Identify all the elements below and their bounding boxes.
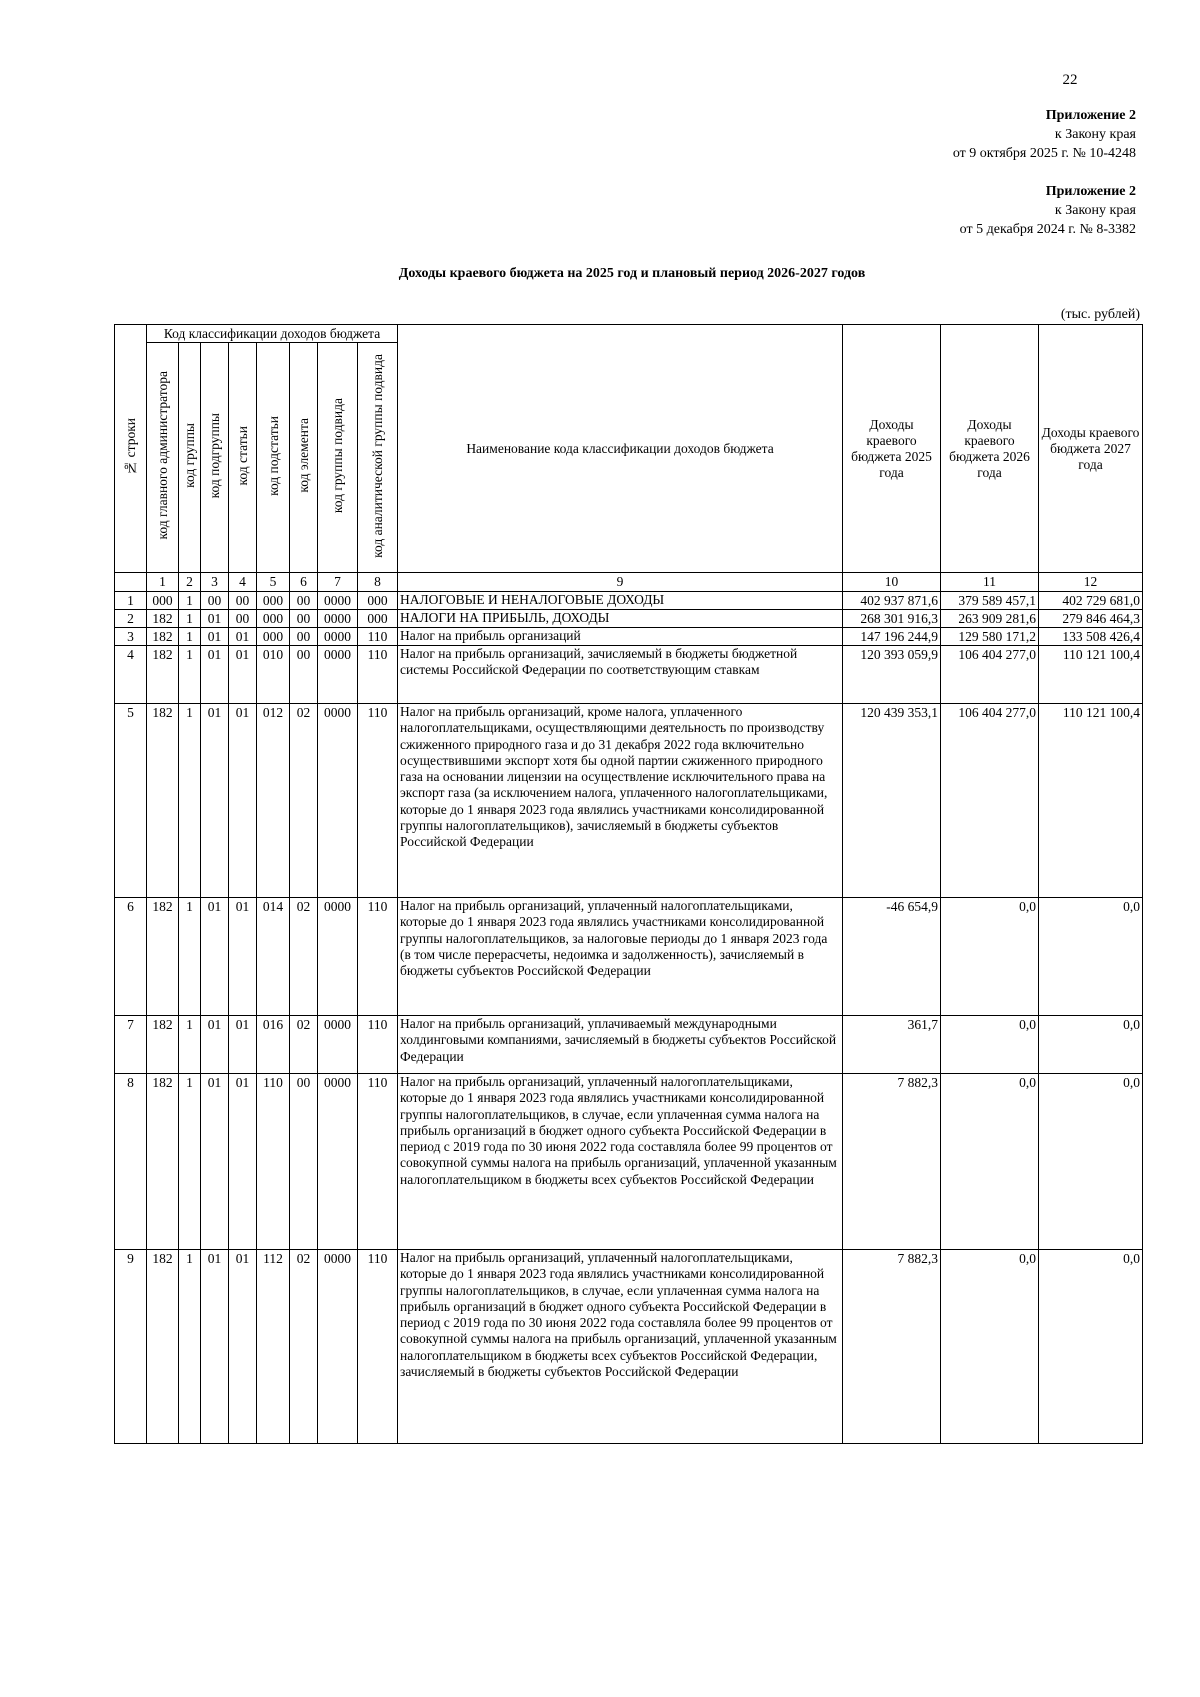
row-number: 6 xyxy=(115,898,147,1016)
code-cell: 00 xyxy=(290,592,318,610)
value-2027: 0,0 xyxy=(1039,898,1143,1016)
code-cell: 00 xyxy=(201,592,229,610)
approval-line: к Закону края xyxy=(1054,203,1136,218)
income-name: Налог на прибыль организаций, кроме налога, уплаченного налогоплательщиками, осуществляющими деятельность по производству сжиженного природного газа и до 31 декабря 2022 года включительно осуществившими экспорт хотя бы одной партии сжиженного природного газа на основании лицензии на осуществление исключительного права на экспорт газа (за исключением налога, уплаченного налогоплательщиками, которые до 1 января 2023 года являлись участниками консолидированной группы налогоплательщиков), зачисляемый в бюджеты субъектов Российской Федерации xyxy=(398,704,843,898)
code-cell: 1 xyxy=(179,1074,201,1250)
code-cell: 182 xyxy=(147,1016,179,1074)
approval-title: Приложение 2 xyxy=(1045,184,1136,199)
approval-current xyxy=(953,106,1136,163)
code-cell: 110 xyxy=(358,628,398,646)
value-2026: 0,0 xyxy=(941,1250,1039,1444)
header-code-article: код статьи xyxy=(229,343,257,573)
row-number: 9 xyxy=(115,1250,147,1444)
code-cell: 1 xyxy=(179,628,201,646)
value-2025: 147 196 244,9 xyxy=(843,628,941,646)
column-number: 2 xyxy=(179,573,201,592)
code-cell: 01 xyxy=(229,1016,257,1074)
page-number: 22 xyxy=(1062,72,1078,88)
table-row xyxy=(115,1074,1143,1250)
code-cell: 00 xyxy=(290,628,318,646)
code-cell: 000 xyxy=(358,610,398,628)
code-cell: 1 xyxy=(179,1250,201,1444)
header-2026: Доходы краевого бюджета 2026 года xyxy=(941,325,1039,573)
column-number: 3 xyxy=(201,573,229,592)
approvals-block xyxy=(953,106,1136,258)
code-cell: 1 xyxy=(179,646,201,704)
code-cell: 110 xyxy=(358,1250,398,1444)
code-cell: 0000 xyxy=(318,646,358,704)
code-cell: 0000 xyxy=(318,1016,358,1074)
value-2025: 402 937 871,6 xyxy=(843,592,941,610)
income-name: НАЛОГИ НА ПРИБЫЛЬ, ДОХОДЫ xyxy=(398,610,843,628)
code-cell: 01 xyxy=(229,646,257,704)
code-cell: 02 xyxy=(290,1016,318,1074)
code-cell: 182 xyxy=(147,628,179,646)
value-2025: 120 439 353,1 xyxy=(843,704,941,898)
row-number: 5 xyxy=(115,704,147,898)
code-cell: 1 xyxy=(179,704,201,898)
code-cell: 00 xyxy=(290,1074,318,1250)
code-cell: 01 xyxy=(229,898,257,1016)
header-code-analytic-group: код аналитической группы подвида xyxy=(358,343,398,573)
code-cell: 0000 xyxy=(318,1074,358,1250)
code-cell: 0000 xyxy=(318,592,358,610)
value-2027: 0,0 xyxy=(1039,1074,1143,1250)
value-2027: 279 846 464,3 xyxy=(1039,610,1143,628)
code-cell: 0000 xyxy=(318,610,358,628)
header-code-subtype-group: код группы подвида xyxy=(318,343,358,573)
code-cell: 00 xyxy=(229,610,257,628)
value-2026: 0,0 xyxy=(941,1016,1039,1074)
income-name: Налог на прибыль организаций, уплаченный налогоплательщиками, которые до 1 января 2023 года являлись участниками консолидированной группы налогоплательщиков, за налоговые периоды до 1 января 2023 года (в том числе перерасчеты, недоимка и задолженность), зачисляемый в бюджеты субъектов Российской Федерации xyxy=(398,898,843,1016)
row-number: 7 xyxy=(115,1016,147,1074)
code-cell: 00 xyxy=(229,592,257,610)
row-number: 4 xyxy=(115,646,147,704)
column-number: 12 xyxy=(1039,573,1143,592)
column-number: 11 xyxy=(941,573,1039,592)
code-cell: 110 xyxy=(358,646,398,704)
code-cell: 1 xyxy=(179,1016,201,1074)
code-cell: 182 xyxy=(147,646,179,704)
table-row xyxy=(115,646,1143,704)
code-cell: 00 xyxy=(290,610,318,628)
approval-original xyxy=(953,182,1136,239)
column-number: 1 xyxy=(147,573,179,592)
budget-table xyxy=(114,324,1143,1444)
code-cell: 182 xyxy=(147,1250,179,1444)
code-cell: 01 xyxy=(201,898,229,1016)
row-number: 1 xyxy=(115,592,147,610)
code-cell: 000 xyxy=(257,592,290,610)
row-number: 2 xyxy=(115,610,147,628)
code-cell: 01 xyxy=(201,1074,229,1250)
approval-line: к Закону края xyxy=(1054,127,1136,142)
code-cell: 01 xyxy=(229,704,257,898)
value-2025: 120 393 059,9 xyxy=(843,646,941,704)
value-2026: 0,0 xyxy=(941,898,1039,1016)
column-number: 4 xyxy=(229,573,257,592)
code-cell: 01 xyxy=(229,1250,257,1444)
header-code-group: код группы xyxy=(179,343,201,573)
column-number: 8 xyxy=(358,573,398,592)
code-cell: 182 xyxy=(147,610,179,628)
income-name: Налог на прибыль организаций, уплаченный налогоплательщиками, которые до 1 января 2023 года являлись участниками консолидированной группы налогоплательщиков, в случае, если уплаченная сумма налога на прибыль организаций в бюджет одного субъекта Российской Федерации в период с 2019 года по 30 июня 2022 года составляла более 99 процентов от совокупной суммы налога на прибыль организаций, уплаченной указанным налогоплательщиком в бюджеты всех субъектов Российской Федерации, зачисляемый в бюджеты субъектов Российской Федерации xyxy=(398,1250,843,1444)
table-row xyxy=(115,704,1143,898)
code-cell: 000 xyxy=(147,592,179,610)
income-name: Налог на прибыль организаций, уплачиваемый международными холдинговыми компаниями, зачисляемый в бюджеты субъектов Российской Федерации xyxy=(398,1016,843,1074)
document-title: Доходы краевого бюджета на 2025 год и плановый период 2026-2027 годов xyxy=(398,266,866,281)
income-name: НАЛОГОВЫЕ И НЕНАЛОГОВЫЕ ДОХОДЫ xyxy=(398,592,843,610)
code-cell: 110 xyxy=(358,1074,398,1250)
value-2025: 7 882,3 xyxy=(843,1074,941,1250)
value-2027: 0,0 xyxy=(1039,1016,1143,1074)
code-cell: 014 xyxy=(257,898,290,1016)
code-cell: 01 xyxy=(201,1250,229,1444)
value-2026: 129 580 171,2 xyxy=(941,628,1039,646)
code-cell: 012 xyxy=(257,704,290,898)
value-2027: 402 729 681,0 xyxy=(1039,592,1143,610)
table-row xyxy=(115,592,1143,610)
table-row xyxy=(115,898,1143,1016)
row-number: 8 xyxy=(115,1074,147,1250)
code-cell: 010 xyxy=(257,646,290,704)
code-cell: 00 xyxy=(290,646,318,704)
column-number: 6 xyxy=(290,573,318,592)
table-row xyxy=(115,628,1143,646)
code-cell: 110 xyxy=(358,1016,398,1074)
header-code-subgroup: код подгруппы xyxy=(201,343,229,573)
approval-title: Приложение 2 xyxy=(1045,108,1136,123)
header-2027: Доходы краевого бюджета 2027 года xyxy=(1039,325,1143,573)
code-cell: 01 xyxy=(201,704,229,898)
table-row xyxy=(115,1016,1143,1074)
code-cell: 02 xyxy=(290,898,318,1016)
code-cell: 02 xyxy=(290,704,318,898)
header-name: Наименование кода классификации доходов бюджета xyxy=(398,325,843,573)
header-2025: Доходы краевого бюджета 2025 года xyxy=(843,325,941,573)
value-2026: 106 404 277,0 xyxy=(941,646,1039,704)
value-2025: 7 882,3 xyxy=(843,1250,941,1444)
value-2027: 133 508 426,4 xyxy=(1039,628,1143,646)
code-cell: 0000 xyxy=(318,628,358,646)
row-number: 3 xyxy=(115,628,147,646)
code-cell: 110 xyxy=(358,898,398,1016)
header-classification-group: Код классификации доходов бюджета xyxy=(147,325,398,343)
code-cell: 01 xyxy=(229,628,257,646)
income-name: Налог на прибыль организаций, зачисляемый в бюджеты бюджетной системы Российской Федерации по соответствующим ставкам xyxy=(398,646,843,704)
code-cell: 112 xyxy=(257,1250,290,1444)
code-cell: 182 xyxy=(147,704,179,898)
value-2027: 110 121 100,4 xyxy=(1039,704,1143,898)
value-2026: 379 589 457,1 xyxy=(941,592,1039,610)
code-cell: 0000 xyxy=(318,704,358,898)
column-number: 5 xyxy=(257,573,290,592)
code-cell: 110 xyxy=(358,704,398,898)
table-row xyxy=(115,1250,1143,1444)
header-code-element: код элемента xyxy=(290,343,318,573)
code-cell: 110 xyxy=(257,1074,290,1250)
code-cell: 0000 xyxy=(318,898,358,1016)
code-cell: 016 xyxy=(257,1016,290,1074)
code-cell: 000 xyxy=(257,628,290,646)
approval-date: от 9 октября 2025 г. № 10-4248 xyxy=(952,146,1136,161)
value-2026: 106 404 277,0 xyxy=(941,704,1039,898)
header-row-no: № строки xyxy=(115,325,147,573)
code-cell: 1 xyxy=(179,610,201,628)
code-cell: 01 xyxy=(201,1016,229,1074)
income-name: Налог на прибыль организаций, уплаченный налогоплательщиками, которые до 1 января 2023 года являлись участниками консолидированной группы налогоплательщиков, в случае, если уплаченная сумма налога на прибыль организаций в бюджет одного субъекта Российской Федерации в период с 2019 года по 30 июня 2022 года составляла более 99 процентов от совокупной суммы налога на прибыль организаций, уплаченной указанным налогоплательщиком в бюджеты всех субъектов Российской Федерации xyxy=(398,1074,843,1250)
income-name: Налог на прибыль организаций xyxy=(398,628,843,646)
column-number xyxy=(115,573,147,592)
code-cell: 1 xyxy=(179,592,201,610)
column-number: 7 xyxy=(318,573,358,592)
column-numbers-row xyxy=(115,573,1143,592)
code-cell: 01 xyxy=(229,1074,257,1250)
code-cell: 1 xyxy=(179,898,201,1016)
approval-date: от 5 декабря 2024 г. № 8-3382 xyxy=(959,222,1136,237)
code-cell: 0000 xyxy=(318,1250,358,1444)
code-cell: 01 xyxy=(201,628,229,646)
code-cell: 02 xyxy=(290,1250,318,1444)
value-2025: -46 654,9 xyxy=(843,898,941,1016)
code-cell: 01 xyxy=(201,610,229,628)
code-cell: 182 xyxy=(147,1074,179,1250)
table-row xyxy=(115,610,1143,628)
header-code-admin: код главного администратора xyxy=(147,343,179,573)
header-code-subarticle: код подстатьи xyxy=(257,343,290,573)
code-cell: 01 xyxy=(201,646,229,704)
units-label: (тыс. рублей) xyxy=(1060,307,1140,322)
code-cell: 000 xyxy=(358,592,398,610)
value-2025: 268 301 916,3 xyxy=(843,610,941,628)
code-cell: 000 xyxy=(257,610,290,628)
column-number: 9 xyxy=(398,573,843,592)
value-2027: 0,0 xyxy=(1039,1250,1143,1444)
value-2025: 361,7 xyxy=(843,1016,941,1074)
column-number: 10 xyxy=(843,573,941,592)
value-2027: 110 121 100,4 xyxy=(1039,646,1143,704)
code-cell: 182 xyxy=(147,898,179,1016)
value-2026: 263 909 281,6 xyxy=(941,610,1039,628)
value-2026: 0,0 xyxy=(941,1074,1039,1250)
